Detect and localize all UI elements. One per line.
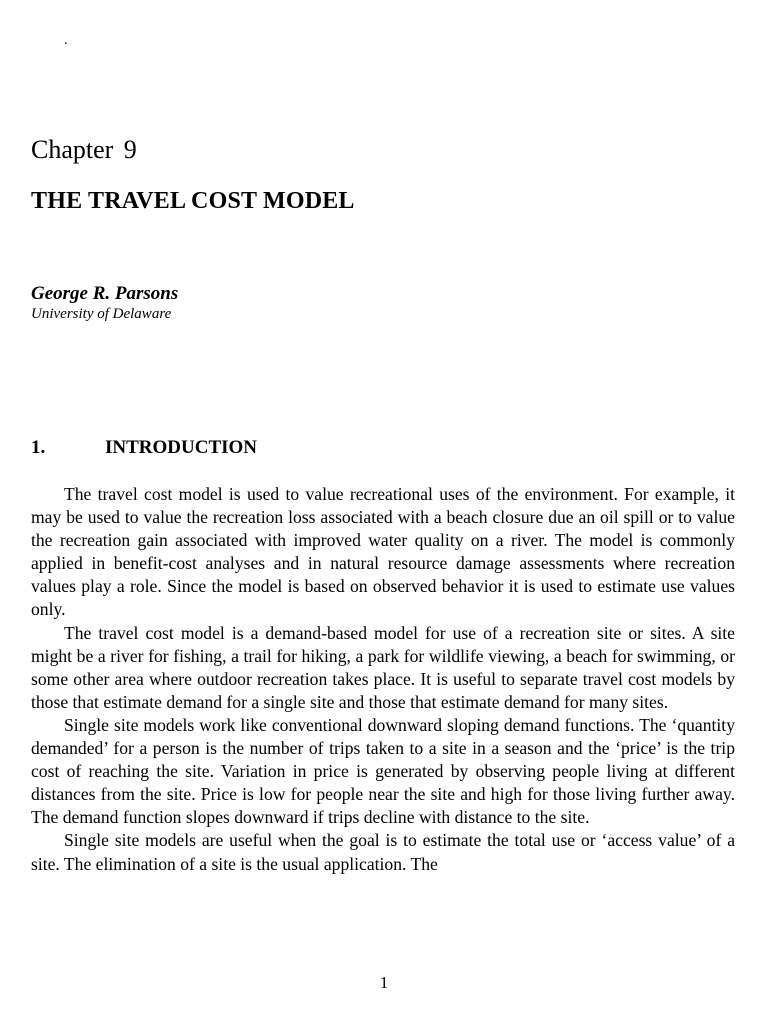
paragraph: The travel cost model is used to value recreational uses of the environment. For example, it may be used to value the recreation loss associated with a beach closure due an oil spill or to value the recreation gain associated with improved water quality on a river. The model is commonly applied in benefit-cost analyses and in natural resource damage assessments where recreation values play a role. Since the model is based on observed behavior it is used to estimate use values only.: [31, 484, 735, 620]
chapter-title: THE TRAVEL COST MODEL: [31, 188, 355, 214]
author-affiliation: University of Delaware: [31, 306, 172, 322]
section-number: 1.: [31, 437, 46, 458]
paragraph: Single site models work like conventional downward sloping demand functions. The ‘quantity demanded’ for a person is the number of trips taken to a site in a season and the ‘price’ is the trip cost of reaching the site. Variation in price is generated by observing people living at different distances from the site. Price is low for people near the site and high for those living further away. The demand function slopes downward if trips decline with distance to the site.: [31, 714, 735, 828]
paragraph: The travel cost model is a demand-based model for use of a recreation site or sites. A site might be a river for fishing, a trail for hiking, a park for wildlife viewing, a beach for swimming, or some other area where outdoor recreation takes place. It is useful to separate travel cost models by those that estimate demand for a single site and those that estimate demand for many sites.: [31, 622, 735, 712]
section-heading: [31, 437, 257, 459]
stray-mark: .: [64, 33, 68, 48]
body-text: [31, 483, 735, 876]
paragraph: Single site models are useful when the goal is to estimate the total use or ‘access value’ of a site. The elimination of a site is the usual application. The: [31, 830, 735, 874]
page-number: 1: [379, 973, 389, 992]
section-title: INTRODUCTION: [105, 437, 258, 458]
author-name: George R. Parsons: [31, 283, 179, 304]
chapter-label: Chapter 9: [31, 135, 137, 164]
